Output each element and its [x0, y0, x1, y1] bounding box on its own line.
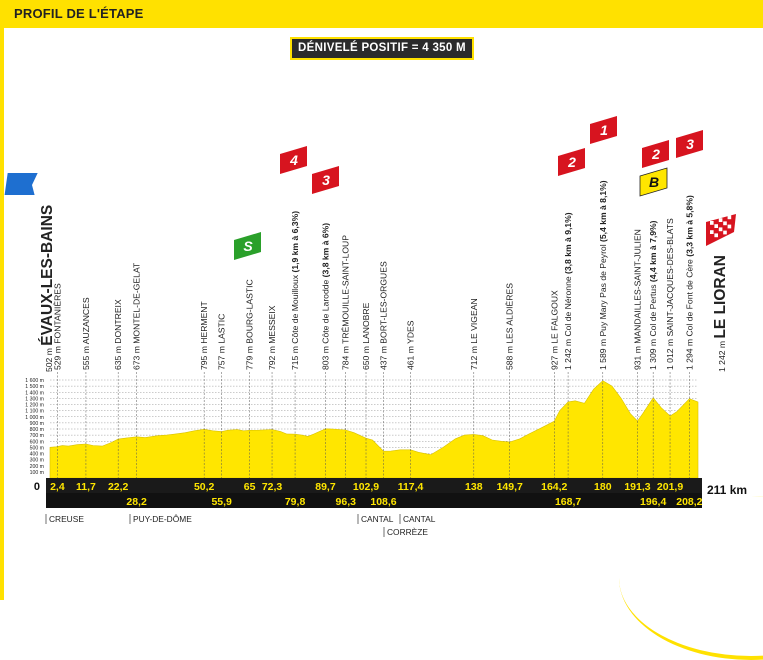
y-tick-label: 100 m: [29, 469, 44, 476]
y-tick-label: 700 m: [29, 433, 44, 440]
bonus-badge-label: B: [648, 174, 660, 190]
waypoint-altitude: 502 m: [44, 345, 54, 372]
x-km-label: 168,7: [554, 496, 582, 508]
region-label: PUY-DE-DÔME: [133, 514, 192, 524]
region-label: CANTAL: [361, 514, 394, 524]
finish-checker: [714, 224, 718, 228]
waypoint-town: ÉVAUX-LES-BAINS: [39, 204, 56, 346]
waypoint-altitude: 1 242 m: [717, 338, 727, 372]
waypoint-climb-stats: (1,9 km à 6,3%): [290, 210, 301, 273]
start-flag-icon: [5, 173, 38, 195]
y-tick-label: 500 m: [29, 445, 44, 452]
region-label: CREUSE: [49, 514, 84, 524]
x-km-label: 89,7: [315, 481, 336, 493]
waypoint-label: [598, 180, 608, 370]
start-arrow-icon: [44, 178, 53, 190]
y-tick-label: 200 m: [29, 463, 44, 470]
y-tick-label: 1 100 m: [25, 408, 44, 415]
climb-badge-label: 4: [290, 152, 298, 168]
waypoint-label: 931 m MANDAILLES-SAINT-JULIEN: [632, 229, 643, 370]
finish-checker: [728, 225, 732, 229]
y-tick-label: 1 600 m: [25, 378, 44, 384]
waypoint-label: 1 012 m SAINT-JACQUES-DES-BLATS: [665, 218, 676, 370]
x-km-label: 50,2: [193, 481, 215, 493]
x-km-label: 149,7: [496, 481, 523, 493]
elevation-profile: [50, 381, 698, 478]
climb-badge-label: 3: [686, 136, 694, 152]
waypoint-climb-name: 1 294 m Col de Font de Cère: [684, 256, 695, 370]
waypoint-label: 555 m AUZANCES: [80, 297, 91, 370]
waypoint-label: 529 m FONTANIÈRES: [52, 283, 63, 370]
y-tick-label: 1 300 m: [25, 396, 44, 403]
waypoint-label: 779 m BOURG-LASTIC: [244, 279, 255, 370]
x-km-label: 108,6: [370, 496, 397, 508]
waypoint-label: [563, 212, 573, 370]
region-label: CORRÈZE: [387, 527, 428, 537]
x-km-label: 2,4: [50, 481, 65, 493]
waypoint-climb-name: 1 589 m Puy Mary Pas de Peyrol: [597, 241, 608, 370]
waypoint-label: [320, 223, 330, 370]
x-km-label: 72,3: [261, 481, 283, 493]
waypoint-label: [648, 220, 658, 370]
waypoint-label: [290, 211, 300, 370]
waypoint-town: LE LIORAN: [712, 255, 729, 339]
waypoint-label: 635 m DONTREIX: [113, 299, 124, 370]
waypoint-label: 784 m TRÉMOUILLE-SAINT-LOUP: [340, 235, 351, 370]
y-tick-label: 1 500 m: [25, 384, 44, 391]
x-km-label: 196,4: [640, 496, 667, 508]
waypoint-label: 588 m LES ALDIÈRES: [504, 283, 515, 370]
waypoint-label: 792 m MESSEIX: [267, 305, 278, 370]
waypoint-label: 673 m MONTEL-DE-GELAT: [131, 262, 142, 370]
climb-badge-label: 1: [600, 122, 608, 138]
waypoint-label: [712, 255, 729, 372]
x-km-label: 96,3: [335, 496, 356, 508]
x-km-label: 164,2: [541, 481, 568, 493]
y-tick-label: 1 200 m: [25, 402, 44, 409]
x-km-label: 79,8: [284, 496, 306, 508]
climb-badge-label: 2: [652, 146, 660, 162]
x-start-label: 0: [33, 481, 40, 493]
y-axis: [25, 378, 44, 476]
waypoint-label: 757 m LASTIC: [216, 313, 227, 370]
x-km-label: 117,4: [397, 481, 424, 493]
waypoint-label: 461 m YDES: [405, 320, 416, 370]
x-km-label: 22,2: [107, 481, 129, 493]
finish-checker: [728, 215, 732, 219]
waypoint-label: 437 m BORT-LES-ORGUES: [378, 261, 389, 370]
climb-badge-label: 2: [568, 154, 576, 170]
x-end-label: 211 km: [707, 483, 748, 497]
climb-badge-label: 3: [322, 172, 330, 188]
waypoint-climb-stats: (3,3 km à 5,8%): [684, 195, 695, 257]
y-tick-label: 900 m: [29, 420, 44, 427]
finish-checker: [710, 221, 714, 225]
x-km-label: 102,9: [352, 481, 380, 493]
waypoint-climb-stats: (3,8 km à 9,1%): [563, 212, 574, 274]
waypoint-climb-stats: (3,8 km à 6%): [320, 222, 331, 278]
x-km-label: 180: [594, 481, 612, 493]
waypoint-label: [684, 195, 694, 370]
finish-checker: [723, 221, 727, 225]
x-km-label: 65: [243, 481, 256, 493]
region-labels: [46, 514, 436, 537]
waypoint-climb-name: 1 309 m Col de Pertus: [648, 282, 659, 370]
y-tick-label: 800 m: [29, 427, 44, 433]
x-km-label: 191,3: [624, 481, 651, 493]
y-tick-label: 600 m: [29, 439, 44, 446]
x-km-label: 28,2: [126, 496, 147, 508]
category-badges: [5, 116, 736, 260]
finish-checker: [714, 233, 718, 237]
finish-checker: [719, 227, 723, 231]
waypoint-climb-stats: (4,4 km à 7,9%): [648, 220, 659, 283]
profile-area: [50, 381, 698, 478]
y-tick-label: 400 m: [29, 451, 44, 458]
x-km-label: 201,9: [656, 481, 684, 493]
waypoint-climb-name: 715 m Côte de Mouilloux: [290, 272, 301, 370]
elevation-gain-badge: DÉNIVELÉ POSITIF = 4 350 M: [290, 37, 474, 60]
y-tick-label: 1 400 m: [25, 390, 44, 397]
region-label: CANTAL: [403, 514, 436, 524]
x-km-label: 208,2: [676, 496, 703, 508]
waypoint-labels: [39, 180, 729, 372]
finish-checker: [710, 230, 714, 234]
x-km-label: 11,7: [76, 481, 96, 493]
finish-checker: [723, 231, 727, 235]
waypoint-label: 795 m HERMENT: [199, 301, 210, 370]
waypoint-climb-name: 803 m Côte de Larodde: [320, 277, 331, 370]
waypoint-climb-name: 1 242 m Col de Néronne: [563, 273, 574, 370]
x-axis: [34, 478, 747, 508]
x-km-label: 138: [465, 481, 483, 493]
finish-checker: [719, 218, 723, 222]
x-km-label: 55,9: [211, 496, 232, 508]
y-tick-label: 1 000 m: [25, 414, 44, 421]
y-tick-label: 300 m: [29, 457, 44, 464]
sprint-badge-label: S: [243, 238, 253, 254]
page-title: PROFIL DE L'ÉTAPE: [14, 6, 144, 21]
waypoint-label: 712 m LE VIGEAN: [468, 298, 479, 370]
waypoint-label: 650 m LANOBRE: [361, 302, 372, 370]
waypoint-label: 927 m LE FALGOUX: [549, 290, 560, 370]
waypoint-climb-stats: (5,4 km à 8,1%): [597, 180, 608, 242]
